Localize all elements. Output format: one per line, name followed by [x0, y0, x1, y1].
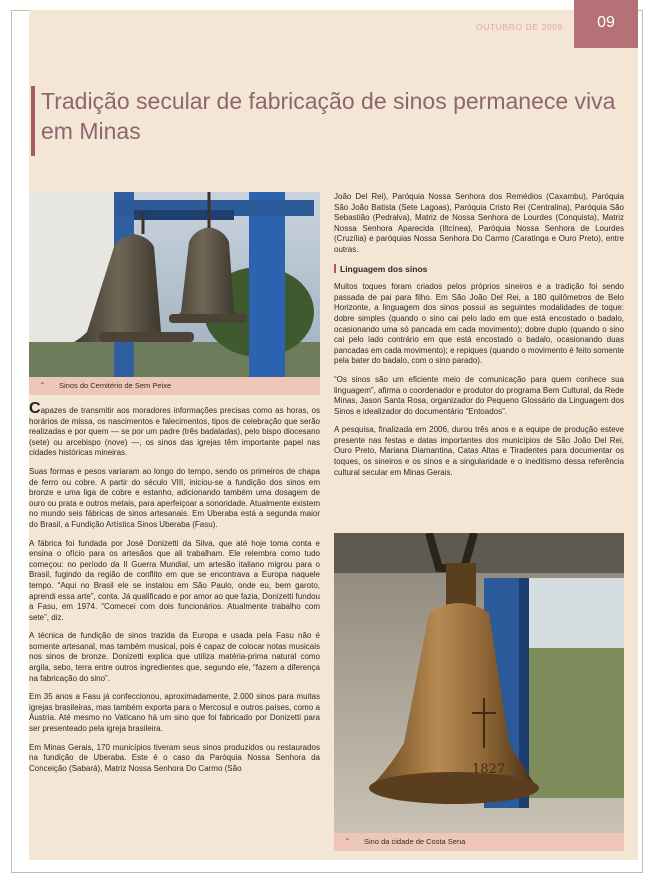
section-subhead: Linguagem dos sinos: [334, 264, 624, 275]
photo-bell-costa-sena: [334, 533, 624, 833]
photo1-caption-text: Sinos do Cemitério de Sem Peixe: [59, 381, 172, 390]
paragraph: Em Minas Gerais, 170 municípios tiveram seus sinos produzidos ou restaurados na fundição de Uberaba. Este é o caso da Paróquia Nossa Senhora da Conceição (Sabará), Matriz Nossa Senhora Do Carmo (São: [29, 742, 320, 773]
right-column: [334, 192, 624, 486]
paragraph: Suas formas e pesos variaram ao longo do tempo, sendo os primeiros de chapa de ferro ou cobre. A partir do século VIII, iniciou-se a fundição dos sinos em bronze e uma liga de cobre e estanho, adicionando também uma dosagem de ouro ou prata e outros metais, para aperfeiçoar a sonoridade. Atualmente existem no mundo seis fábricas de sinos artesanais. Em Uberaba está a segunda maior do Brasil, a Fundição Artística Sinos Uberaba (Fasu).: [29, 466, 320, 529]
issue-date: OUTUBRO DE 2009: [476, 22, 563, 32]
paragraph: A fábrica foi fundada por José Donizetti da Silva, que até hoje toma conta e ensina o ofício para os artesãos que ali trabalham. Ele relembra como tudo começou: no período da II Guerra Mundial, um artesão italiano migrou para o Brasil, fugindo da região de conflito em que se encontrava a Europa naquele tempo. “Aqui no Brasil ele se instalou em São Paulo, onde eu, bem garoto, aprendi essa arte”, conta. Já qualificado e por amor ao que fazia, Donizetti fundou a Fasu, em 1974. “Comecei com dois funcionários. Atualmente trabalho com sete”, diz.: [29, 538, 320, 622]
caption-arrow-icon: ⌃: [344, 837, 351, 846]
bell-inscription: 1827: [472, 762, 506, 777]
photo2-caption-text: Sino da cidade de Costa Sena: [364, 837, 466, 846]
article-title: Tradição secular de fabricação de sinos permanece viva em Minas: [41, 88, 616, 144]
bell-illustration: [334, 533, 624, 833]
paragraph: João Del Rei), Paróquia Nossa Senhora dos Remédios (Caxambu), Paróquia São João Batista (Sete Lagoas), Paróquia Cristo Rei (Centralina), Paróquia São Sebastião (Pedralva), Matriz de Nossa Senhora de Lourdes (Conquista), Matriz Nossa Senhora Aparecida (Iltcínea), Paróquia Nossa Senhora de Lourdes (Cruzília) e paróquias Nossa Senhora Do Carmo (Caratinga e Ouro Preto), entre outras.: [334, 192, 624, 254]
paragraph: Muitos toques foram criados pelos próprios sineiros e a tradição foi sendo passada de pai para filho. Em São João Del Rei, a 180 quilômetros de Belo Horizonte, a linguagem dos sinos possui as seguintes modalidades de toque: dobre simples (quando o sino cai pelo lado em que está encostado o badalo, ocasionando uma só pancada em cada movimento); dobre duplo (quando o sino cai pelo lado contrário em que está encostado o badalo, ocasionando duas pancadas em cada movimento); e repiques (quando o movimento é feito somente pela bater do badalo, com o sino parado).: [334, 282, 624, 366]
drop-cap: C: [29, 400, 41, 417]
paragraph: Capazes de transmitir aos moradores informações precisas como as horas, os horários de missa, os nascimentos e falecimentos, tipos de celebração que serão realizadas e por quem — se por um padre (três badaladas), pelo bispo diocesano (sete) ou arcebispo (nove) —, os sinos das igrejas têm importante papel nas cidades históricas mineiras.: [29, 400, 320, 458]
photo1-caption: [29, 377, 320, 395]
paragraph: A pesquisa, finalizada em 2006, durou três anos e a equipe de produção esteve presente nas festas e datas importantes dos municípios de São João Del Rei, Ouro Preto, Mariana Diamantina, Catas Altas e Tiradentes para documentar os toques, os sineiros e os sinos e a singularidade e o ineditismo dessa referência cultural secular em Minas Gerais.: [334, 425, 624, 477]
left-column: [29, 400, 320, 782]
title-accent-bar: [31, 86, 35, 156]
paragraph: Em 35 anos a Fasu já confeccionou, aproximadamente, 2.000 sinos para muitas igrejas brasileiras, mas também exporta para o Mercosul e outros países, como a Áustria. Até mesmo no Vaticano há um sino que foi fabricado por Donizetti para ser presenteado pela igreja brasileira.: [29, 692, 320, 734]
photo-bells-cemetery: [29, 192, 320, 377]
page-number: 09: [574, 0, 638, 48]
caption-arrow-icon: ⌃: [39, 381, 46, 390]
bells-illustration: [29, 192, 320, 377]
paragraph: “Os sinos são um eficiente meio de comunicação para quem conhece sua linguagem”, afirma o coordenador e produtor do programa Bem Cultural, da Rede Minas, Jason Santa Rosa, organizador do Pequeno Glossário da Linguagem dos Sinos e idealizador do documentário “Entoados”.: [334, 374, 624, 416]
photo2-caption: [334, 833, 624, 851]
paragraph: A técnica de fundição de sinos trazida da Europa e usada pela Fasu não é somente artesanal, mas também musical, pois é capaz de colocar notas musicais nos sinos de bronze. Donizetti explica que utiliza matéria-prima natural como argila, sebo, terra entre outros ingredientes que, segundo ele, “fazem a diferença na fabricação do sino”.: [29, 631, 320, 683]
subhead-accent-bar: [334, 264, 336, 273]
